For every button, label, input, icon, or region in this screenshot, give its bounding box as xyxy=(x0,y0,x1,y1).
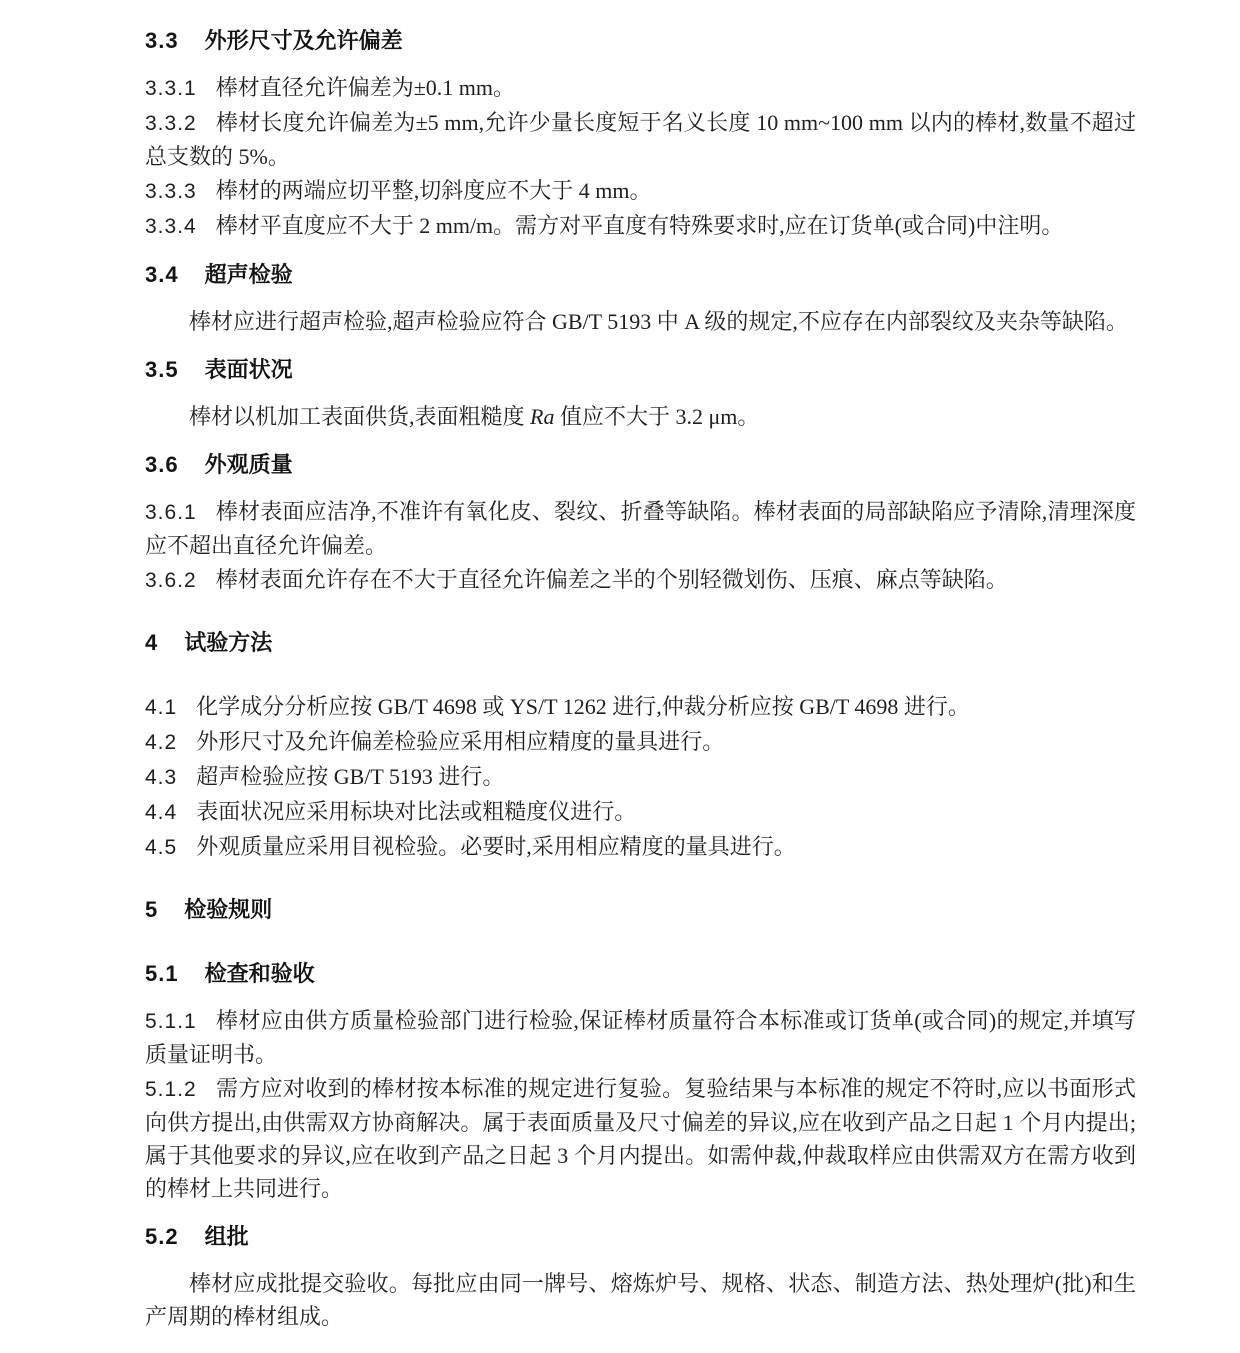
paragraph-surface xyxy=(145,400,1136,433)
clause-number: 3.3.2 xyxy=(145,112,197,135)
section-title: 表面状况 xyxy=(204,357,293,382)
clause-number: 3.3.3 xyxy=(145,180,197,203)
clause-text: 超声检验应按 GB/T 5193 进行。 xyxy=(196,764,505,789)
chapter-title: 试验方法 xyxy=(184,630,273,655)
chapter-title: 检验规则 xyxy=(184,897,273,922)
clause-text: 棒材表面允许存在不大于直径允许偏差之半的个别轻微划伤、压痕、麻点等缺陷。 xyxy=(215,567,1008,592)
chapter-number: 5 xyxy=(145,897,159,922)
clause-number: 4.2 xyxy=(145,731,178,754)
clause-text: 棒材直径允许偏差为±0.1 mm。 xyxy=(215,75,516,100)
paragraph-text-suffix: 值应不大于 3.2 μm。 xyxy=(554,404,760,429)
clause-3-6-2 xyxy=(145,563,1136,597)
clause-3-3-1 xyxy=(145,71,1136,105)
paragraph-text: 棒材应成批提交验收。每批应由同一牌号、熔炼炉号、规格、状态、制造方法、热处理炉(批)和生产周期的棒材组成。 xyxy=(145,1271,1136,1329)
section-number: 3.3 xyxy=(145,28,179,53)
clause-4-2 xyxy=(145,725,1136,759)
clause-4-4 xyxy=(145,795,1136,829)
clause-number: 4.5 xyxy=(145,836,178,859)
clause-3-3-2 xyxy=(145,106,1136,173)
clause-3-6-1 xyxy=(145,495,1136,562)
section-number: 3.6 xyxy=(145,452,179,477)
section-heading-3-5 xyxy=(145,353,1136,386)
section-heading-3-3 xyxy=(145,24,1136,57)
paragraph-lot xyxy=(145,1267,1136,1333)
section-number: 5.2 xyxy=(145,1224,179,1249)
clause-5-1-2 xyxy=(145,1072,1136,1205)
clause-4-1 xyxy=(145,690,1136,724)
section-heading-3-4 xyxy=(145,258,1136,291)
clause-text: 外观质量应采用目视检验。必要时,采用相应精度的量具进行。 xyxy=(196,834,796,859)
section-title: 外观质量 xyxy=(204,452,293,477)
clause-number: 5.1.1 xyxy=(145,1010,197,1033)
clause-number: 3.3.1 xyxy=(145,77,197,100)
section-title: 外形尺寸及允许偏差 xyxy=(204,28,403,53)
clause-text: 棒材长度允许偏差为±5 mm,允许少量长度短于名义长度 10 mm~100 mm 以内的棒材,数量不超过总支数的 5%。 xyxy=(145,110,1136,169)
clause-4-5 xyxy=(145,830,1136,864)
clause-3-3-4 xyxy=(145,209,1136,243)
clause-3-3-3 xyxy=(145,174,1136,208)
clause-4-3 xyxy=(145,760,1136,794)
chapter-number: 4 xyxy=(145,630,159,655)
section-heading-5-1 xyxy=(145,957,1136,990)
clause-number: 3.6.1 xyxy=(145,501,197,524)
clause-number: 3.3.4 xyxy=(145,215,197,238)
clause-text: 需方应对收到的棒材按本标准的规定进行复验。复验结果与本标准的规定不符时,应以书面形式向供方提出,由供需双方协商解决。属于表面质量及尺寸偏差的异议,应在收到产品之日起 1 个月内提出;属于其他要求的异议,应在收到产品之日起 3 个月内提出。如需仲裁,仲裁取样应由供需双方在需方收到的棒材上共同进行。 xyxy=(145,1076,1136,1201)
chapter-heading-4 xyxy=(145,626,1136,659)
section-title: 超声检验 xyxy=(204,262,293,287)
section-title: 组批 xyxy=(204,1224,249,1249)
section-number: 3.4 xyxy=(145,262,179,287)
clause-text: 棒材的两端应切平整,切斜度应不大于 4 mm。 xyxy=(215,178,652,203)
section-heading-3-6 xyxy=(145,448,1136,481)
clause-number: 4.4 xyxy=(145,801,178,824)
section-number: 3.5 xyxy=(145,357,179,382)
section-number: 5.1 xyxy=(145,961,179,986)
paragraph-text-prefix: 棒材以机加工表面供货,表面粗糙度 xyxy=(189,404,531,429)
clause-text: 棒材表面应洁净,不准许有氧化皮、裂纹、折叠等缺陷。棒材表面的局部缺陷应予清除,清理深度应不超出直径允许偏差。 xyxy=(145,499,1136,558)
paragraph-text: 棒材应进行超声检验,超声检验应符合 GB/T 5193 中 A 级的规定,不应存在内部裂纹及夹杂等缺陷。 xyxy=(189,309,1128,334)
clause-number: 4.1 xyxy=(145,696,178,719)
clause-text: 棒材应由供方质量检验部门进行检验,保证棒材质量符合本标准或订货单(或合同)的规定,并填写质量证明书。 xyxy=(145,1008,1136,1067)
section-title: 检查和验收 xyxy=(204,961,315,986)
clause-text: 表面状况应采用标块对比法或粗糙度仪进行。 xyxy=(196,799,637,824)
clause-text: 化学成分分析应按 GB/T 4698 或 YS/T 1262 进行,仲裁分析应按 GB/T 4698 进行。 xyxy=(196,694,970,719)
clause-5-1-1 xyxy=(145,1004,1136,1071)
clause-text: 棒材平直度应不大于 2 mm/m。需方对平直度有特殊要求时,应在订货单(或合同)中注明。 xyxy=(215,213,1064,238)
clause-number: 4.3 xyxy=(145,766,178,789)
section-heading-5-2 xyxy=(145,1220,1136,1253)
clause-number: 5.1.2 xyxy=(145,1078,197,1101)
roughness-symbol: Ra xyxy=(530,404,555,429)
chapter-heading-5 xyxy=(145,893,1136,926)
paragraph-ultrasonic xyxy=(145,305,1136,338)
clause-text: 外形尺寸及允许偏差检验应采用相应精度的量具进行。 xyxy=(196,729,725,754)
clause-number: 3.6.2 xyxy=(145,569,197,592)
